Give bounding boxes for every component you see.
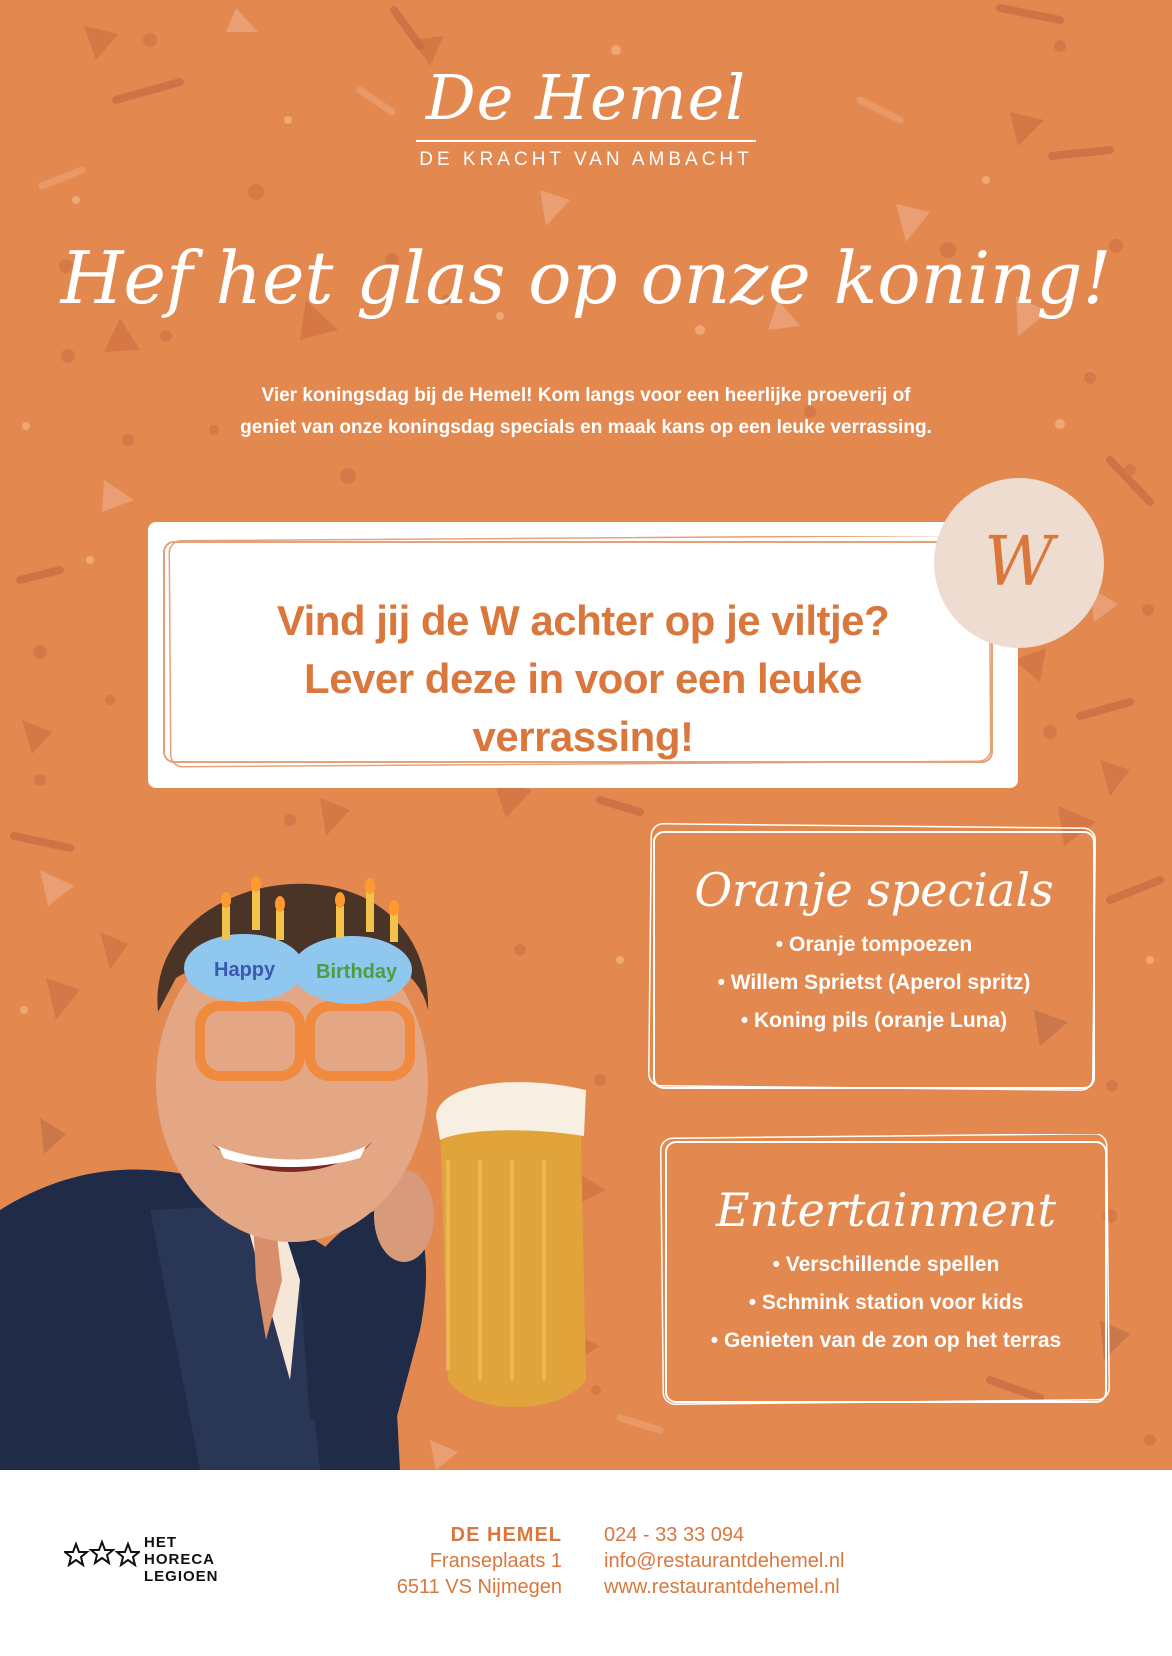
w-badge <box>934 478 1104 648</box>
w-badge-letter: W <box>984 523 1054 602</box>
contact-block <box>604 1522 924 1600</box>
website-link[interactable]: www.restaurantdehemel.nl <box>604 1576 840 1598</box>
promo-line-2: Lever deze in voor een leuke verrassing! <box>304 655 862 760</box>
list-item: • Oranje tompoezen <box>775 933 973 956</box>
legion-line: HET <box>144 1534 177 1551</box>
list-item: • Koning pils (oranje Luna) <box>740 1009 1008 1032</box>
city: 6511 VS Nijmegen <box>396 1576 562 1598</box>
list-item: • Verschillende spellen <box>772 1253 1000 1276</box>
intro-line-2: geniet van onze koningsdag specials en maak kans op een leuke verrassing. <box>240 417 932 438</box>
promo-line-1: Vind jij de W achter op je viltje? <box>276 597 890 644</box>
entertainment-title: Entertainment <box>715 1183 1057 1237</box>
entertainment-list <box>660 1246 1112 1360</box>
brand-logo <box>0 58 1172 172</box>
legion-line: HORECA <box>144 1551 216 1568</box>
street: Franseplaats 1 <box>429 1550 562 1572</box>
phone-number[interactable]: 024 - 33 33 094 <box>604 1524 745 1546</box>
venue-name: DE HEMEL <box>450 1524 562 1546</box>
list-item: • Genieten van de zon op het terras <box>710 1329 1062 1352</box>
list-item: • Schmink station voor kids <box>748 1291 1024 1314</box>
footer <box>0 1470 1172 1656</box>
glasses-text-right: Birthday <box>316 961 398 983</box>
stars-icon <box>64 1538 140 1572</box>
specials-list <box>648 926 1100 1040</box>
brand-tagline: DE KRACHT VAN AMBACHT <box>419 149 753 170</box>
glasses-text-left: Happy <box>214 959 276 981</box>
list-item: • Willem Sprietst (Aperol spritz) <box>717 971 1031 994</box>
intro-line-1: Vier koningsdag bij de Hemel! Kom langs voor een heerlijke proeverij of <box>261 385 911 406</box>
king-photo <box>0 860 600 1470</box>
address-block <box>330 1522 562 1600</box>
brand-name: De Hemel <box>425 61 747 134</box>
promo-card <box>148 522 1018 788</box>
logo-divider <box>416 140 756 142</box>
promo-text <box>188 592 978 766</box>
specials-title: Oranje specials <box>694 863 1054 917</box>
intro-text <box>186 380 986 444</box>
headline: Hef het glas op onze koning! <box>60 236 1112 320</box>
entertainment-box <box>660 1134 1112 1410</box>
legion-line: LEGIOEN <box>144 1568 219 1585</box>
legion-wordmark <box>144 1534 219 1585</box>
email-link[interactable]: info@restaurantdehemel.nl <box>604 1550 845 1572</box>
specials-box <box>648 822 1100 1098</box>
